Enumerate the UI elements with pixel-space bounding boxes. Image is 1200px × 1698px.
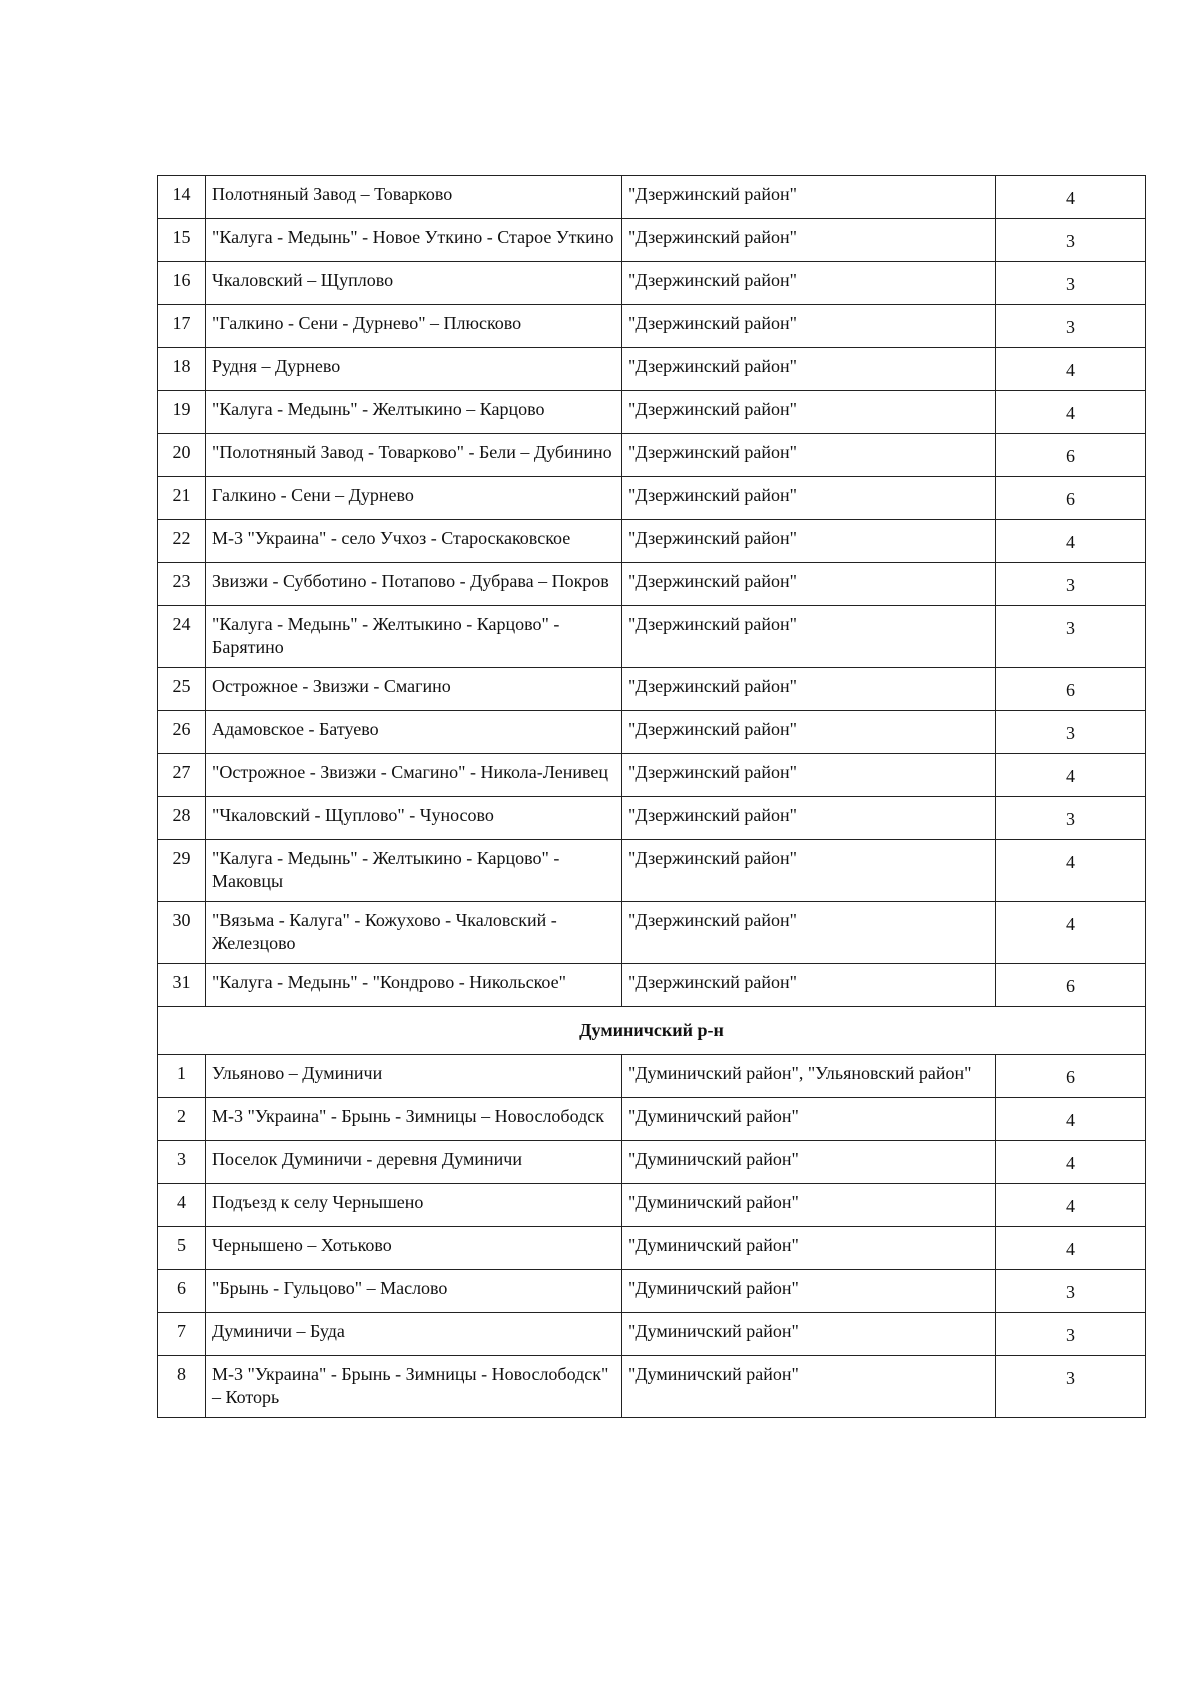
row-number: 19	[158, 391, 206, 434]
road-name: Чкаловский – Щуплово	[206, 262, 622, 305]
district-name: "Дзержинский район"	[622, 668, 996, 711]
row-value: 3	[996, 219, 1146, 262]
row-number: 14	[158, 176, 206, 219]
road-name: Поселок Думиничи - деревня Думиничи	[206, 1141, 622, 1184]
row-number: 8	[158, 1356, 206, 1418]
row-value: 4	[996, 754, 1146, 797]
row-number: 27	[158, 754, 206, 797]
row-number: 20	[158, 434, 206, 477]
row-value: 3	[996, 1356, 1146, 1418]
row-value: 4	[996, 1227, 1146, 1270]
table-row	[158, 1227, 1146, 1270]
district-name: "Дзержинский район"	[622, 434, 996, 477]
district-name: "Дзержинский район"	[622, 563, 996, 606]
row-number: 25	[158, 668, 206, 711]
table-row	[158, 348, 1146, 391]
road-name: Думиничи – Буда	[206, 1313, 622, 1356]
table-row	[158, 754, 1146, 797]
table-row	[158, 797, 1146, 840]
district-name: "Думиничский район", "Ульяновский район"	[622, 1055, 996, 1098]
row-value: 4	[996, 1141, 1146, 1184]
row-number: 22	[158, 520, 206, 563]
row-value: 4	[996, 840, 1146, 902]
row-value: 3	[996, 1313, 1146, 1356]
district-name: "Дзержинский район"	[622, 964, 996, 1007]
road-name: Адамовское - Батуево	[206, 711, 622, 754]
table-row	[158, 176, 1146, 219]
table-row	[158, 391, 1146, 434]
road-name: М-3 "Украина" - село Учхоз - Староскаковское	[206, 520, 622, 563]
district-name: "Думиничский район"	[622, 1270, 996, 1313]
row-number: 30	[158, 902, 206, 964]
row-number: 17	[158, 305, 206, 348]
row-value: 3	[996, 305, 1146, 348]
road-name: Ульяново – Думиничи	[206, 1055, 622, 1098]
road-name: Рудня – Дурнево	[206, 348, 622, 391]
row-value: 6	[996, 434, 1146, 477]
district-name: "Дзержинский район"	[622, 305, 996, 348]
section-title: Думиничский р-н	[158, 1007, 1146, 1055]
dzerzhinsky-rows	[158, 176, 1146, 1007]
district-name: "Думиничский район"	[622, 1356, 996, 1418]
district-name: "Дзержинский район"	[622, 176, 996, 219]
row-number: 3	[158, 1141, 206, 1184]
table-row	[158, 520, 1146, 563]
table-row	[158, 219, 1146, 262]
table-row	[158, 434, 1146, 477]
table-row	[158, 964, 1146, 1007]
district-name: "Дзержинский район"	[622, 840, 996, 902]
row-number: 6	[158, 1270, 206, 1313]
road-name: "Калуга - Медынь" - Новое Уткино - Старое Уткино	[206, 219, 622, 262]
table-row	[158, 668, 1146, 711]
road-name: "Калуга - Медынь" - Желтыкино - Карцово" - Барятино	[206, 606, 622, 668]
district-name: "Дзержинский район"	[622, 391, 996, 434]
district-name: "Думиничский район"	[622, 1227, 996, 1270]
table-row	[158, 1313, 1146, 1356]
table-row	[158, 1055, 1146, 1098]
table-row	[158, 563, 1146, 606]
row-value: 6	[996, 668, 1146, 711]
district-name: "Дзержинский район"	[622, 520, 996, 563]
road-name: "Брынь - Гульцово" – Маслово	[206, 1270, 622, 1313]
road-name: Острожное - Звизжи - Смагино	[206, 668, 622, 711]
row-value: 3	[996, 563, 1146, 606]
row-number: 31	[158, 964, 206, 1007]
row-value: 4	[996, 1184, 1146, 1227]
road-name: Полотняный Завод – Товарково	[206, 176, 622, 219]
road-name: М-3 "Украина" - Брынь - Зимницы – Новослободск	[206, 1098, 622, 1141]
table-row	[158, 1141, 1146, 1184]
table-row	[158, 1098, 1146, 1141]
table-row	[158, 1184, 1146, 1227]
district-name: "Думиничский район"	[622, 1184, 996, 1227]
road-name: Подъезд к селу Чернышено	[206, 1184, 622, 1227]
district-name: "Думиничский район"	[622, 1141, 996, 1184]
row-number: 4	[158, 1184, 206, 1227]
duminichi-rows	[158, 1055, 1146, 1418]
row-value: 4	[996, 902, 1146, 964]
road-name: Чернышено – Хотьково	[206, 1227, 622, 1270]
row-number: 21	[158, 477, 206, 520]
row-number: 2	[158, 1098, 206, 1141]
road-name: "Вязьма - Калуга" - Кожухово - Чкаловский - Железцово	[206, 902, 622, 964]
roads-table	[157, 175, 1146, 1418]
row-number: 26	[158, 711, 206, 754]
row-number: 1	[158, 1055, 206, 1098]
row-number: 7	[158, 1313, 206, 1356]
district-name: "Дзержинский район"	[622, 219, 996, 262]
district-name: "Дзержинский район"	[622, 902, 996, 964]
row-value: 4	[996, 520, 1146, 563]
row-value: 3	[996, 262, 1146, 305]
row-value: 6	[996, 477, 1146, 520]
district-name: "Дзержинский район"	[622, 606, 996, 668]
district-name: "Дзержинский район"	[622, 797, 996, 840]
row-number: 5	[158, 1227, 206, 1270]
road-name: "Калуга - Медынь" - Желтыкино - Карцово" - Маковцы	[206, 840, 622, 902]
district-name: "Дзержинский район"	[622, 262, 996, 305]
row-value: 4	[996, 391, 1146, 434]
table-row	[158, 606, 1146, 668]
row-number: 29	[158, 840, 206, 902]
row-value: 4	[996, 348, 1146, 391]
district-name: "Дзержинский район"	[622, 754, 996, 797]
table-row	[158, 262, 1146, 305]
table-row	[158, 902, 1146, 964]
row-value: 4	[996, 1098, 1146, 1141]
road-name: "Чкаловский - Щуплово" - Чуносово	[206, 797, 622, 840]
table-row	[158, 1356, 1146, 1418]
row-value: 3	[996, 711, 1146, 754]
road-name: "Галкино - Сени - Дурнево" – Плюсково	[206, 305, 622, 348]
row-number: 24	[158, 606, 206, 668]
table-row	[158, 840, 1146, 902]
district-name: "Дзержинский район"	[622, 348, 996, 391]
row-number: 18	[158, 348, 206, 391]
road-name: Звизжи - Субботино - Потапово - Дубрава – Покров	[206, 563, 622, 606]
district-name: "Думиничский район"	[622, 1098, 996, 1141]
row-number: 16	[158, 262, 206, 305]
row-value: 4	[996, 176, 1146, 219]
row-number: 28	[158, 797, 206, 840]
row-value: 6	[996, 964, 1146, 1007]
road-name: Галкино - Сени – Дурнево	[206, 477, 622, 520]
row-value: 6	[996, 1055, 1146, 1098]
road-name: "Калуга - Медынь" - Желтыкино – Карцово	[206, 391, 622, 434]
table-row	[158, 1270, 1146, 1313]
table-row	[158, 711, 1146, 754]
district-name: "Дзержинский район"	[622, 711, 996, 754]
row-number: 23	[158, 563, 206, 606]
road-name: "Острожное - Звизжи - Смагино" - Никола-Ленивец	[206, 754, 622, 797]
table-row	[158, 477, 1146, 520]
row-number: 15	[158, 219, 206, 262]
district-name: "Дзержинский район"	[622, 477, 996, 520]
road-name: М-3 "Украина" - Брынь - Зимницы - Новослободск" – Которь	[206, 1356, 622, 1418]
district-name: "Думиничский район"	[622, 1313, 996, 1356]
row-value: 3	[996, 606, 1146, 668]
table-row	[158, 305, 1146, 348]
section-header-row	[158, 1007, 1146, 1055]
road-name: "Калуга - Медынь" - "Кондрово - Никольское"	[206, 964, 622, 1007]
duminichi-section	[158, 1007, 1146, 1055]
row-value: 3	[996, 1270, 1146, 1313]
road-name: "Полотняный Завод - Товарково" - Бели – Дубинино	[206, 434, 622, 477]
row-value: 3	[996, 797, 1146, 840]
